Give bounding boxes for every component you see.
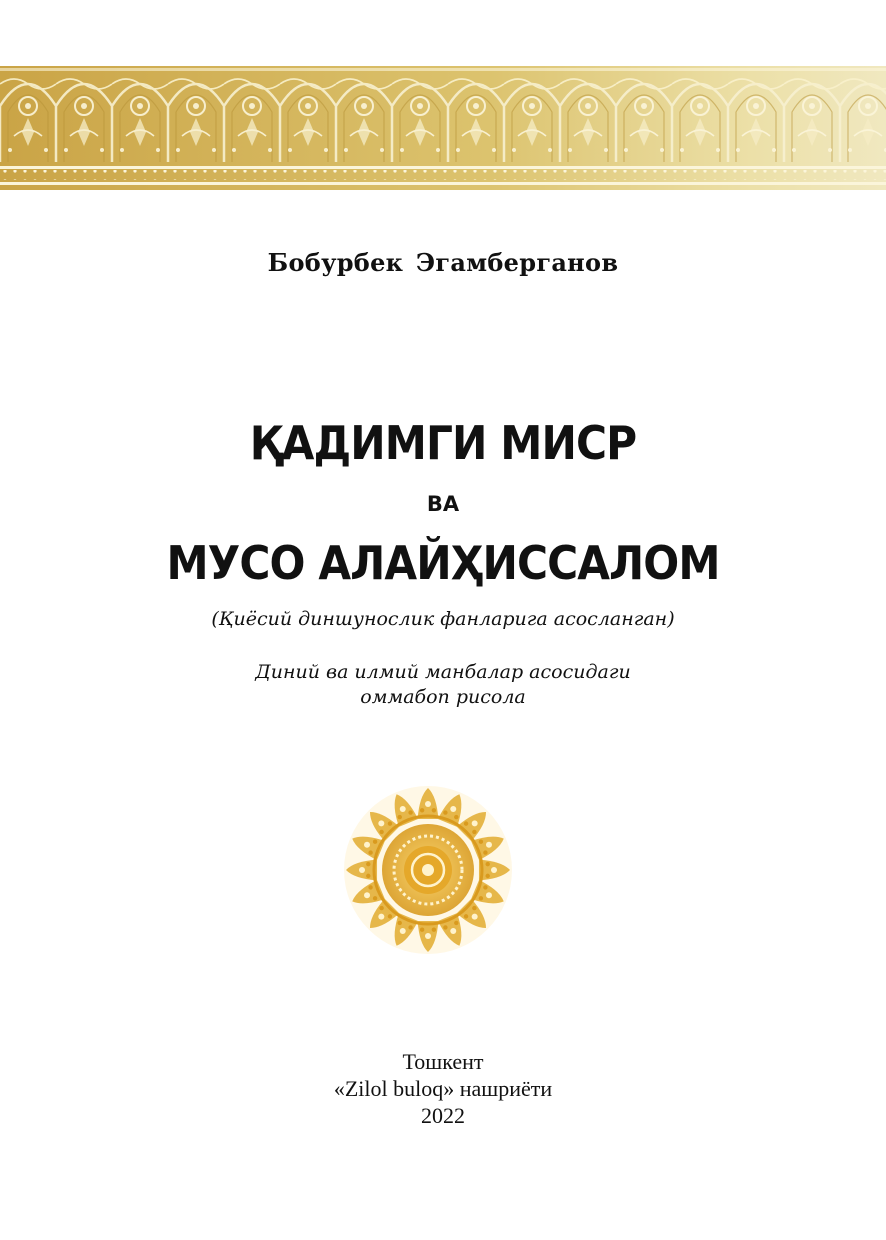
mandala-dot xyxy=(450,928,456,934)
mandala-bead xyxy=(483,850,487,854)
mandala-bead xyxy=(472,830,476,834)
mandala-bead xyxy=(420,808,424,812)
mandala-bead xyxy=(479,840,483,844)
mandala-bead xyxy=(486,862,490,866)
book-title-line-1: ҚАДИМГИ МИСР xyxy=(249,416,637,470)
mandala-bead xyxy=(366,874,370,878)
mandala-dot xyxy=(400,806,406,812)
mandala-bead xyxy=(388,821,392,825)
mandala-dot xyxy=(472,914,478,920)
mandala-bead xyxy=(486,874,490,878)
mandala-bead xyxy=(443,810,447,814)
mandala-bead xyxy=(432,808,436,812)
mandala-dot xyxy=(486,892,492,898)
mandala-dot xyxy=(425,801,431,807)
book-title-line-2: МУСО АЛАЙҲИССАЛОМ xyxy=(166,536,720,590)
subtitle-description-line-1: Диний ва илмий манбалар асосидаги xyxy=(255,661,631,683)
mandala-bead xyxy=(420,928,424,932)
mandala-bead xyxy=(432,928,436,932)
subtitle-description-line-2: оммабоп рисола xyxy=(360,686,526,708)
mandala-bead xyxy=(398,921,402,925)
mandala-dot xyxy=(472,820,478,826)
gold-mandala-icon xyxy=(342,784,514,956)
mandala-bead xyxy=(443,925,447,929)
book-title-conjunction: ВА xyxy=(426,492,460,516)
mandala-bead xyxy=(408,810,412,814)
mandala-dot xyxy=(359,867,365,873)
mandala-dot xyxy=(378,820,384,826)
gold-mandala-graphic xyxy=(342,784,514,956)
mandala-dot xyxy=(364,892,370,898)
imprint-publisher: «Zilol buloq» нашриёти xyxy=(333,1076,553,1101)
mandala-bead xyxy=(379,906,383,910)
ornamental-banner-icon xyxy=(0,66,886,190)
mandala-dot xyxy=(491,867,497,873)
mandala-bead xyxy=(408,925,412,929)
subtitle-description xyxy=(0,660,886,710)
mandala-bead xyxy=(388,914,392,918)
mandala-bead xyxy=(368,885,372,889)
mandala-bead xyxy=(479,896,483,900)
mandala-dot xyxy=(450,806,456,812)
mandala-bead xyxy=(454,921,458,925)
mandala-bead xyxy=(373,840,377,844)
author-name: Бобурбек Эгамберганов xyxy=(267,248,619,277)
mandala-dot xyxy=(364,842,370,848)
mandala-bead xyxy=(398,815,402,819)
mandala-bead xyxy=(366,862,370,866)
subtitle-parenthetical: (Қиёсий диншунослик фанларига асосланган) xyxy=(211,608,675,630)
mandala-bead xyxy=(472,906,476,910)
mandala-bead xyxy=(373,896,377,900)
mandala-bead xyxy=(454,815,458,819)
mandala-bead xyxy=(464,914,468,918)
mandala-bead xyxy=(368,850,372,854)
imprint-block xyxy=(0,1048,886,1129)
mandala-bead xyxy=(464,821,468,825)
imprint-city: Тошкент xyxy=(402,1049,484,1074)
mandala-dot xyxy=(425,933,431,939)
mandala-dot xyxy=(486,842,492,848)
mandala-dot xyxy=(378,914,384,920)
mandala-bead xyxy=(483,885,487,889)
mandala-bead xyxy=(379,830,383,834)
mandala-dot xyxy=(400,928,406,934)
ornamental-banner xyxy=(0,66,886,190)
imprint-year: 2022 xyxy=(421,1103,465,1128)
